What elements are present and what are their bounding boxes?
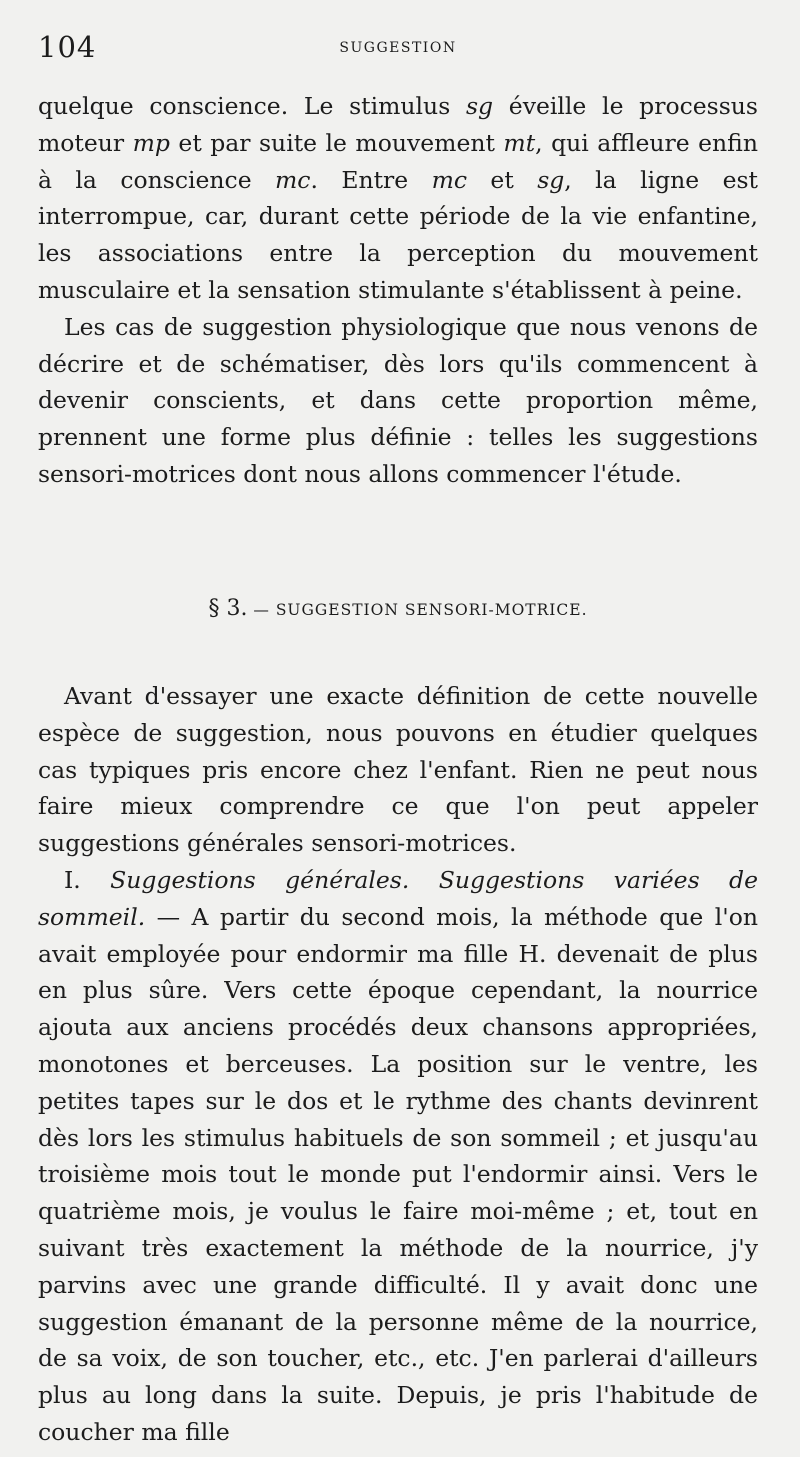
text-run: . Entre [310,165,432,194]
paragraph-continuation [38,88,758,309]
italic-term: mp [132,128,170,157]
text-run: et par suite le mouvement [169,128,504,157]
italic-term: sg [537,165,565,194]
italic-term: sg [465,92,494,120]
text-run: , qui affleure enfin à la conscience [38,128,758,194]
text-run: — A partir du second mois, la méthode que l'on avait employée pour endormir ma fille H. devenait de plus en plus sûre. Vers cette époque cependant, la nourrice ajouta aux anciens procédés deux chansons appropriées, monotones et berceuses. La position sur le ventre, les petites tapes sur le dos et le rythme des chants devinrent dès lors les stimulus habituels de son sommeil ; et jusqu'au troisième mois tout le monde put l'endormir ainsi. Vers le quatrième mois, je voulus le faire moi-même ; et, tout en suivant très exactement la méthode de la nourrice, j'y parvins avec une grande difficulté. Il y avait donc une suggestion émanant de la personne même de la nourrice, de sa voix, de son toucher, etc., etc. J'en parlerai d'ailleurs plus au long dans la suite. Depuis, je pris l'habitude de coucher ma fille [38,902,758,1446]
section-dash: — [247,601,276,619]
paragraph: Les cas de suggestion physiologique que nous venons de décrire et de schématiser, dès lors qu'ils commencent à devenir conscients, et dans cette proportion même, prennent une forme plus définie : telles les suggestions sensori-motrices dont nous allons commencer l'étude. [38,312,758,488]
section-number: § 3. [208,596,248,621]
italic-term: mc [275,165,311,194]
section-title: SUGGESTION SENSORI-MOTRICE. [275,601,588,619]
text-run: , la ligne est interrompue, car, durant cette période de la vie enfantine, les associations entre la perception du mouvement musculaire et la sensation stimulante s'établissent à peine. [38,165,758,304]
running-head [38,30,758,70]
section-heading [38,596,758,621]
paragraph [38,862,758,1451]
running-title: SUGGESTION [339,40,457,56]
text-run: et [467,165,538,194]
page-number: 104 [38,30,97,64]
paragraph: Avant d'essayer une exacte définition de cette nouvelle espèce de suggestion, nous pouvons en étudier quelques cas typiques pris encore chez l'enfant. Rien ne peut nous faire mieux comprendre ce que l'on peut appeler suggestions générales sensori-motrices. [38,682,758,858]
italic-term: mt [503,128,536,157]
italic-subheading: Suggestions générales. Suggestions variées de sommeil. [38,865,758,931]
text-run: éveille le processus moteur [38,92,758,157]
text-block-bottom [38,678,758,1451]
text-block-top [38,88,758,493]
italic-term: mc [431,165,468,194]
text-run: I. [64,865,111,894]
text-run: quelque conscience. Le stimulus [38,92,466,120]
